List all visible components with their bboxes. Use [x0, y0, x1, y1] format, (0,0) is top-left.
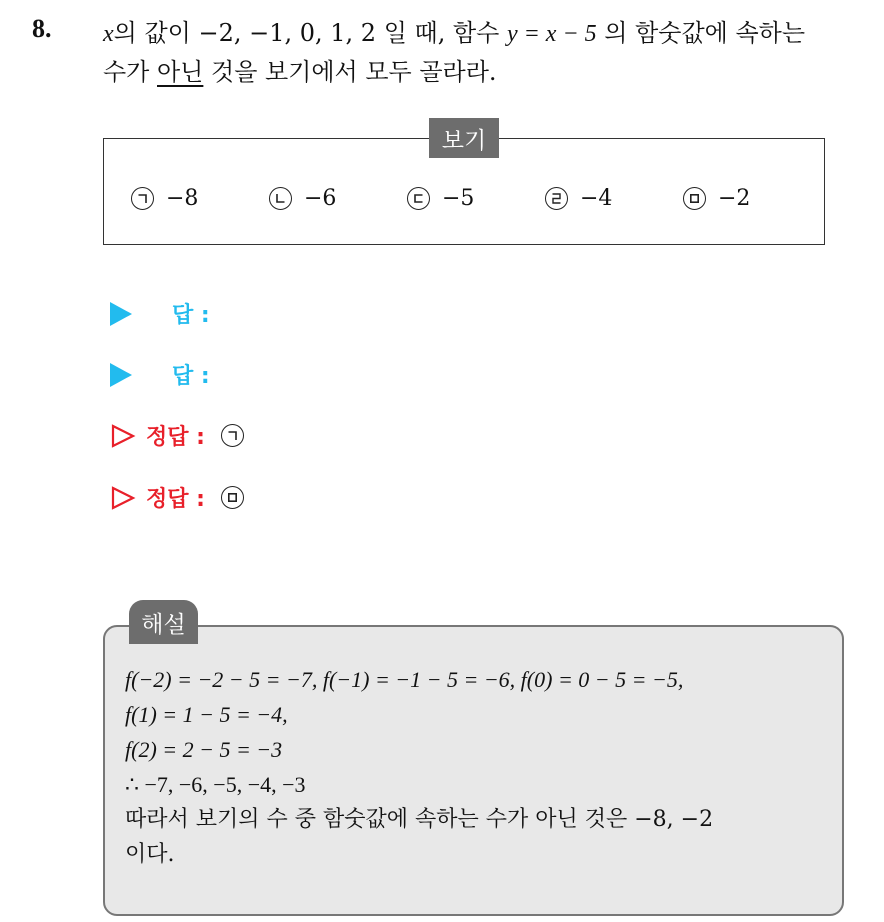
choice-list: [131, 186, 821, 211]
choice-item-2[interactable]: [269, 186, 407, 211]
correct-answer-row-1: [110, 420, 256, 451]
circled-giyeok-icon: [221, 424, 244, 447]
choice-item-5[interactable]: [683, 186, 821, 211]
choice-value: −6: [304, 186, 337, 211]
solution-line: ∴ −7, −6, −5, −4, −3: [125, 772, 306, 797]
solution-label: 해설: [129, 600, 198, 644]
question-text: [103, 14, 873, 91]
correct-answer-label: 정답 :: [146, 487, 205, 512]
solution-line: f(2) = 2 − 5 = −3: [125, 737, 283, 762]
answer-row-1[interactable]: [110, 298, 210, 329]
circled-nieun-icon: [269, 187, 292, 210]
outline-triangle-icon: [110, 485, 136, 511]
function-expression: y = x − 5: [506, 21, 597, 47]
solution-line: 이다.: [125, 842, 175, 867]
choice-value: −4: [580, 186, 613, 211]
choice-item-4[interactable]: [545, 186, 683, 211]
choice-value: −2: [718, 186, 751, 211]
circled-rieul-icon: [545, 187, 568, 210]
choice-item-1[interactable]: [131, 186, 269, 211]
choice-value: −5: [442, 186, 475, 211]
solution-line: f(1) = 1 − 5 = −4,: [125, 702, 288, 727]
solution-line: f(−2) = −2 − 5 = −7, f(−1) = −1 − 5 = −6, f(0) = 0 − 5 = −5,: [125, 667, 684, 692]
outline-triangle-icon: [110, 423, 136, 449]
question-line1-a: 의 값이 −2, −1, 0, 1, 2 일 때, 함수: [113, 19, 507, 47]
answer-label: 답 :: [172, 303, 210, 328]
answer-label: 답 :: [172, 364, 210, 389]
solution-text: [125, 662, 840, 872]
answer-row-2[interactable]: [110, 359, 210, 390]
circled-digeut-icon: [407, 187, 430, 210]
question-line2-b: 것을 보기에서 모두 골라라.: [203, 58, 497, 86]
choice-item-3[interactable]: [407, 186, 545, 211]
question-line2-a: 수가: [103, 58, 157, 86]
circled-giyeok-icon: [131, 187, 154, 210]
circled-mieum-icon: [683, 187, 706, 210]
question-line1-b: 의 함숫값에 속하는: [596, 19, 806, 47]
choice-box-label: 보기: [429, 118, 499, 158]
underlined-word: 아닌: [157, 58, 204, 86]
filled-triangle-icon: [110, 363, 132, 387]
circled-mieum-icon: [221, 486, 244, 509]
correct-answer-label: 정답 :: [146, 425, 205, 450]
question-number: 8.: [32, 14, 52, 43]
correct-answer-row-2: [110, 482, 256, 513]
variable-x: x: [103, 21, 114, 47]
solution-line: 따라서 보기의 수 중 함숫값에 속하는 수가 아닌 것은 −8, −2: [125, 807, 714, 832]
filled-triangle-icon: [110, 302, 132, 326]
choice-value: −8: [166, 186, 199, 211]
